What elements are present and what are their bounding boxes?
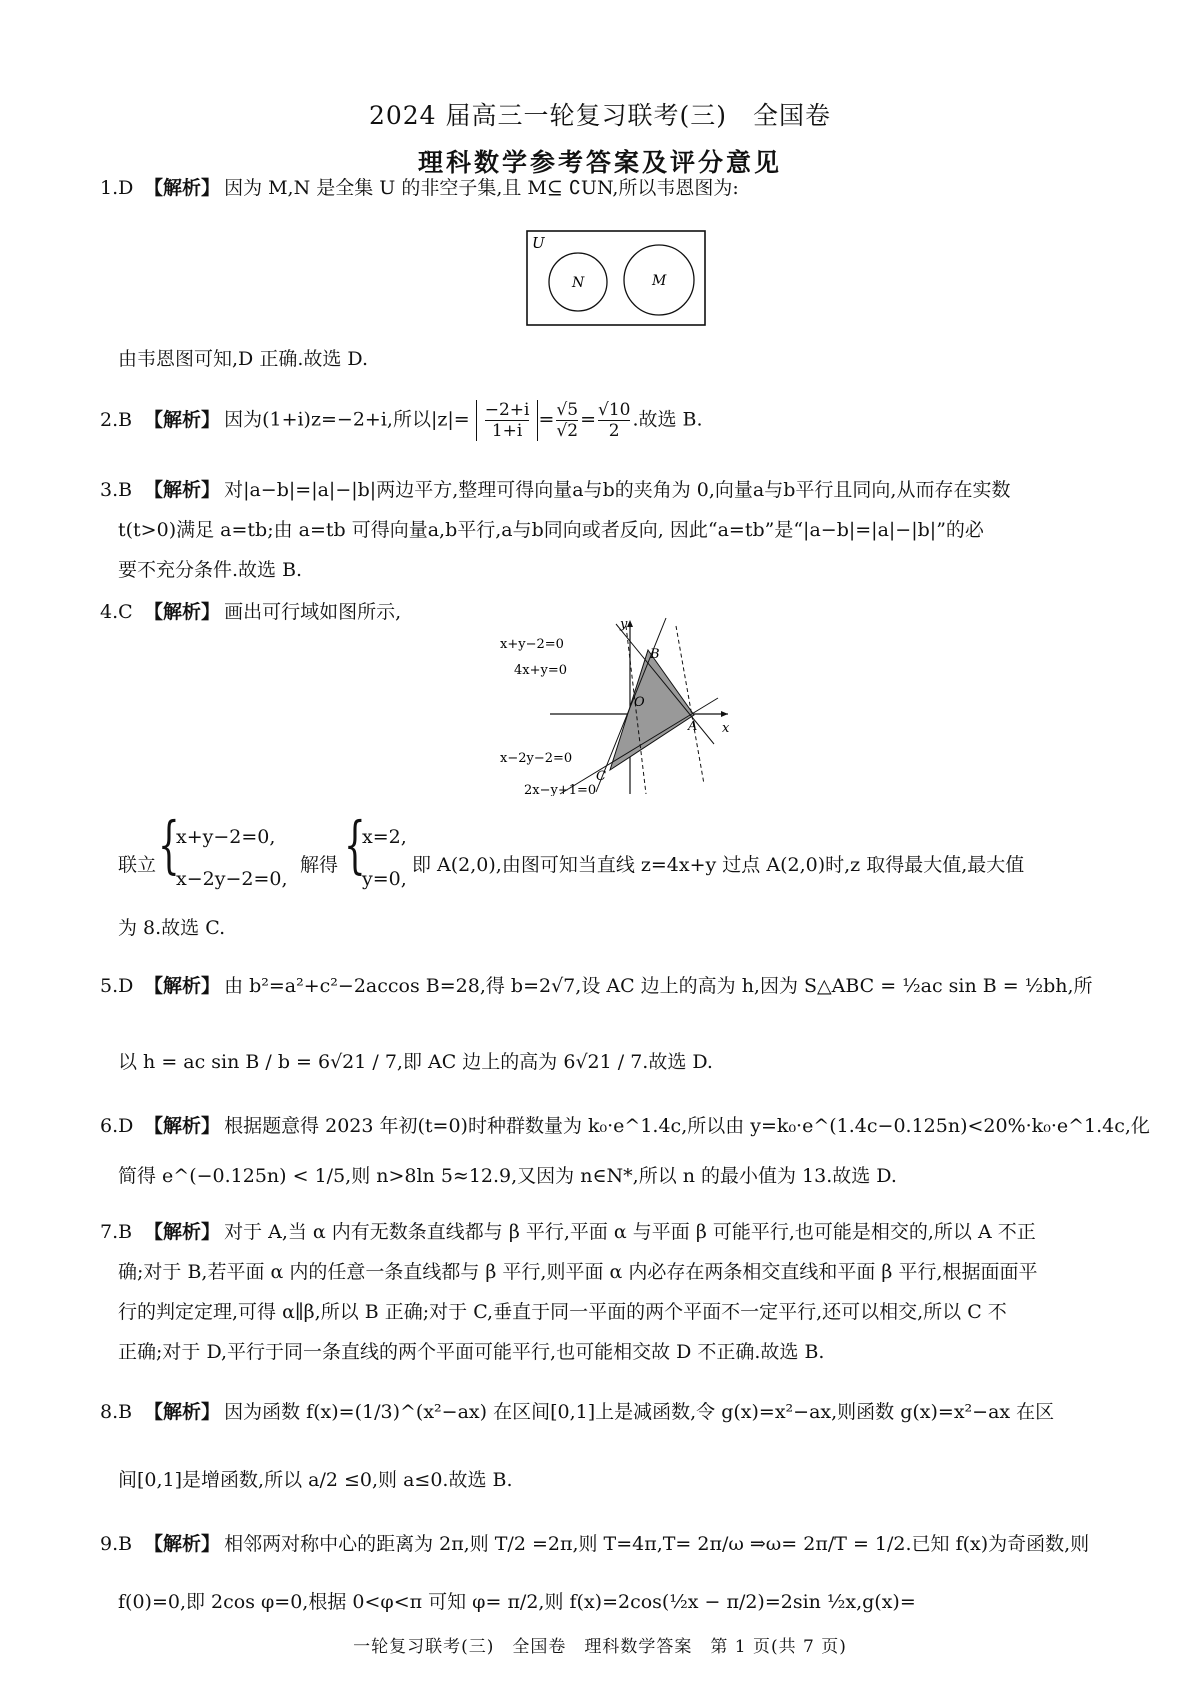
q7-line3: 行的判定定理,可得 α∥β,所以 B 正确;对于 C,垂直于同一平面的两个平面不一定平行,还可以相交,所以 C 不 <box>118 1301 1007 1323</box>
q1-text: 因为 M,N 是全集 U 的非空子集,且 M⊆ ∁UN,所以韦恩图为: <box>224 177 739 199</box>
q2-sqrt5: √5 <box>556 400 579 420</box>
y-axis-arrow <box>627 620 633 627</box>
q8-line2: 间[0,1]是增函数,所以 a/2 ≤0,则 a≤0.故选 B. <box>118 1469 513 1491</box>
q3-number: 3.B <box>100 479 133 501</box>
q5-line2: 以 h = ac sin B / b = 6√21 / 7,即 AC 边上的高为 6√21 / 7.故选 D. <box>118 1051 713 1073</box>
q2-frac3 <box>598 400 630 441</box>
label-y: y <box>620 617 628 632</box>
q5-text1: 由 b²=a²+c²−2accos B=28,得 b=2√7,设 AC 边上的高为 h,因为 S△ABC = ½ac sin B = ½bh,所 <box>224 975 1093 997</box>
q7-line4: 正确;对于 D,平行于同一条直线的两个平面可能平行,也可能相交故 D 不正确.故选 B. <box>118 1341 825 1363</box>
venn-diagram <box>526 230 706 326</box>
page-footer: 一轮复习联考(三) 全国卷 理科数学答案 第 1 页(共 7 页) <box>353 1637 847 1657</box>
q3-line3: 要不充分条件.故选 B. <box>118 559 303 581</box>
q7-line1 <box>100 1216 1110 1248</box>
q4-solve: 解得 <box>300 854 339 876</box>
q2-line <box>100 400 1110 441</box>
q6-line1 <box>100 1110 1150 1142</box>
q4-end: 为 8.故选 C. <box>118 917 226 939</box>
q2-text-a: 因为(1+i)z=−2+i,所以|z|= <box>224 408 470 431</box>
q1-line <box>100 172 1110 204</box>
q4-join: 联立 <box>118 854 157 876</box>
q9-number: 9.B <box>100 1533 133 1555</box>
q2-frac-den: 1+i <box>485 420 530 441</box>
q4-brace1: { <box>158 808 180 881</box>
label-a: A <box>688 719 698 734</box>
label-b: B <box>650 647 660 662</box>
q2-eq2: = <box>580 408 596 431</box>
q2-two: 2 <box>598 420 630 441</box>
q4-brace2: { <box>344 808 366 881</box>
label-l4: 2x−y+1=0 <box>524 783 597 796</box>
q4-number: 4.C <box>100 601 133 623</box>
q2-sqrt10: √10 <box>597 400 631 420</box>
q5-tag: 【解析】 <box>144 975 221 997</box>
q3-tag: 【解析】 <box>144 479 221 501</box>
venn-universe-box <box>527 231 705 325</box>
feasible-region-figure <box>500 616 732 796</box>
label-l1: x+y−2=0 <box>500 637 564 652</box>
q2-frac-num: −2+i <box>484 400 530 420</box>
q4-eq2: x−2y−2=0, <box>176 868 288 890</box>
q7-number: 7.B <box>100 1221 133 1243</box>
q4-sol1: x=2, <box>362 826 407 848</box>
label-c: C <box>596 769 606 784</box>
q9-tag: 【解析】 <box>144 1533 221 1555</box>
q1-conclusion: 由韦恩图可知,D 正确.故选 D. <box>118 348 368 370</box>
q3-line2: t(t>0)满足 a=tb;由 a=tb 可得向量a,b平行,a与b同向或者反向, 因此“a=tb”是“|a−b|=|a|−|b|”的必 <box>118 519 984 541</box>
q4-eq1: x+y−2=0, <box>176 826 276 848</box>
q2-eq: = <box>538 408 555 431</box>
q6-tag: 【解析】 <box>144 1115 221 1137</box>
q9-text1: 相邻两对称中心的距离为 2π,则 T/2 =2π,则 T=4π,T= 2π/ω ⇒ω= 2π/T = 1/2.已知 f(x)为奇函数,则 <box>224 1533 1090 1555</box>
q4-rest: 即 A(2,0),由图可知当直线 z=4x+y 过点 A(2,0)时,z 取得最大值,最大值 <box>412 854 1025 876</box>
q4-text: 画出可行域如图所示, <box>224 601 402 623</box>
q6-number: 6.D <box>100 1115 134 1137</box>
label-o: O <box>634 695 645 710</box>
q6-line2: 简得 e^(−0.125n) < 1/5,则 n>8ln 5≈12.9,又因为 n∈N*,所以 n 的最小值为 13.故选 D. <box>118 1165 897 1187</box>
q5-line1 <box>100 970 1110 1002</box>
q7-tag: 【解析】 <box>144 1221 221 1243</box>
q8-text1: 因为函数 f(x)=(1/3)^(x²−ax) 在区间[0,1]上是减函数,令 g(x)=x²−ax,则函数 g(x)=x²−ax 在区 <box>224 1401 1055 1423</box>
label-l3: x−2y−2=0 <box>500 751 573 766</box>
q2-number: 2.B <box>100 408 133 431</box>
q2-conclusion: .故选 B. <box>632 408 703 431</box>
q2-tag: 【解析】 <box>144 408 221 431</box>
q1-tag: 【解析】 <box>144 177 221 199</box>
venn-label-m: M <box>652 273 667 289</box>
q8-line1 <box>100 1396 1110 1428</box>
q9-line2: f(0)=0,即 2cos φ=0,根据 0<φ<π 可知 φ= π/2,则 f(x)=2cos(½x − π/2)=2sin ½x,g(x)= <box>118 1591 916 1613</box>
q6-text1: 根据题意得 2023 年初(t=0)时种群数量为 k₀·e^1.4c,所以由 y=k₀·e^(1.4c−0.125n)<20%·k₀·e^1.4c,化 <box>224 1115 1150 1137</box>
q2-sqrt2: √2 <box>556 421 579 441</box>
exam-title: 2024 届高三一轮复习联考(三) 全国卷 <box>368 101 832 130</box>
q2-fraction <box>485 400 530 441</box>
label-l2: 4x+y=0 <box>514 663 568 678</box>
q2-frac2 <box>556 400 578 441</box>
q8-tag: 【解析】 <box>144 1401 221 1423</box>
x-axis-arrow <box>721 711 728 717</box>
q5-number: 5.D <box>100 975 134 997</box>
q3-line1 <box>100 474 1110 506</box>
q7-text1: 对于 A,当 α 内有无数条直线都与 β 平行,平面 α 与平面 β 可能平行,也可能是相交的,所以 A 不正 <box>224 1221 1036 1243</box>
q4-tag: 【解析】 <box>144 601 221 623</box>
q2-abs <box>476 400 539 441</box>
venn-label-u: U <box>532 234 545 252</box>
answer-key-title: 理科数学参考答案及评分意见 <box>417 148 782 177</box>
q9-line1 <box>100 1528 1110 1560</box>
q4-sol2: y=0, <box>362 868 407 890</box>
label-x: x <box>722 721 730 736</box>
q3-text1: 对|a−b|=|a|−|b|两边平方,整理可得向量a与b的夹角为 0,向量a与b平行且同向,从而存在实数 <box>224 479 1011 501</box>
q7-line2: 确;对于 B,若平面 α 内的任意一条直线都与 β 平行,则平面 α 内必存在两条相交直线和平面 β 平行,根据面面平 <box>118 1261 1038 1283</box>
q8-number: 8.B <box>100 1401 133 1423</box>
venn-label-n: N <box>572 275 585 291</box>
q1-number: 1.D <box>100 177 134 199</box>
